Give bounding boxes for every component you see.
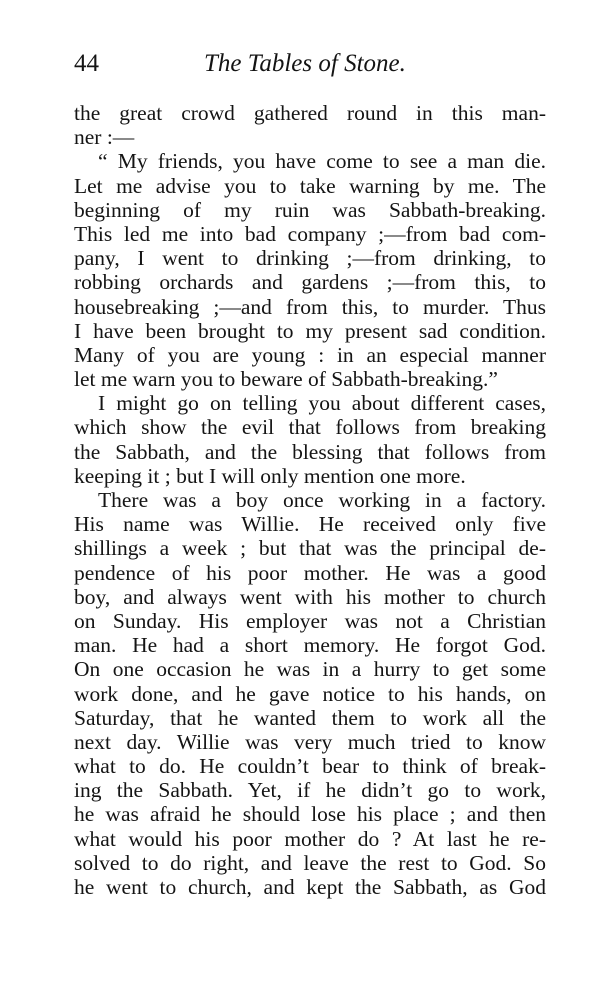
- text-line: which show the evil that follows from breaking: [74, 415, 546, 440]
- body-text: [74, 101, 546, 899]
- text-line: shillings a week ; but that was the principal de-: [74, 536, 546, 561]
- text-line: work done, and he gave notice to his hands, on: [74, 681, 546, 706]
- text-line: ing the Sabbath. Yet, if he didn’t go to work,: [74, 778, 546, 803]
- text-line: This led me into bad company ;—from bad com-: [74, 221, 546, 246]
- running-title: The Tables of Stone.: [204, 50, 406, 77]
- text-line: His name was Willie. He received only five: [74, 512, 546, 537]
- text-line: pany, I went to drinking ;—from drinking, to: [74, 246, 546, 271]
- text-line: boy, and always went with his mother to church: [74, 584, 546, 609]
- text-line: I might go on telling you about different cases,: [98, 391, 546, 416]
- text-line: Many of you are young : in an especial manner: [74, 342, 546, 367]
- text-line: ner :—: [74, 125, 135, 150]
- text-line: the Sabbath, and the blessing that follows from: [74, 439, 546, 464]
- text-line: On one occasion he was in a hurry to get some: [74, 657, 546, 682]
- text-line: the great crowd gathered round in this man-: [74, 101, 546, 125]
- text-line: housebreaking ;—and from this, to murder. Thus: [74, 294, 546, 319]
- text-line: There was a boy once working in a factory.: [98, 488, 546, 512]
- text-line: beginning of my ruin was Sabbath-breaking.: [74, 197, 546, 222]
- text-line: Let me advise you to take warning by me. The: [74, 173, 546, 198]
- text-line: man. He had a short memory. He forgot God.: [74, 633, 546, 658]
- text-line: keeping it ; but I will only mention one more.: [74, 463, 466, 488]
- text-line: Saturday, that he wanted them to work all the: [74, 705, 546, 730]
- text-line: on Sunday. His employer was not a Christian: [74, 608, 546, 633]
- text-line: pendence of his poor mother. He was a good: [74, 560, 546, 585]
- text-line: next day. Willie was very much tried to know: [74, 729, 546, 754]
- page-header: [74, 44, 546, 84]
- text-line: what would his poor mother do ? At last he re-: [74, 826, 546, 851]
- text-line: what to do. He couldn’t bear to think of break-: [74, 754, 546, 779]
- text-line: “ My friends, you have come to see a man die.: [98, 149, 546, 174]
- text-line: he was afraid he should lose his place ; and then: [74, 802, 546, 827]
- text-line: let me warn you to beware of Sabbath-breaking.”: [74, 367, 498, 392]
- page-number: 44: [74, 50, 99, 77]
- text-line: solved to do right, and leave the rest to God. So: [74, 850, 546, 875]
- text-line: I have been brought to my present sad condition.: [74, 318, 546, 343]
- text-line: he went to church, and kept the Sabbath, as God: [74, 875, 546, 899]
- text-line: robbing orchards and gardens ;—from this, to: [74, 270, 546, 295]
